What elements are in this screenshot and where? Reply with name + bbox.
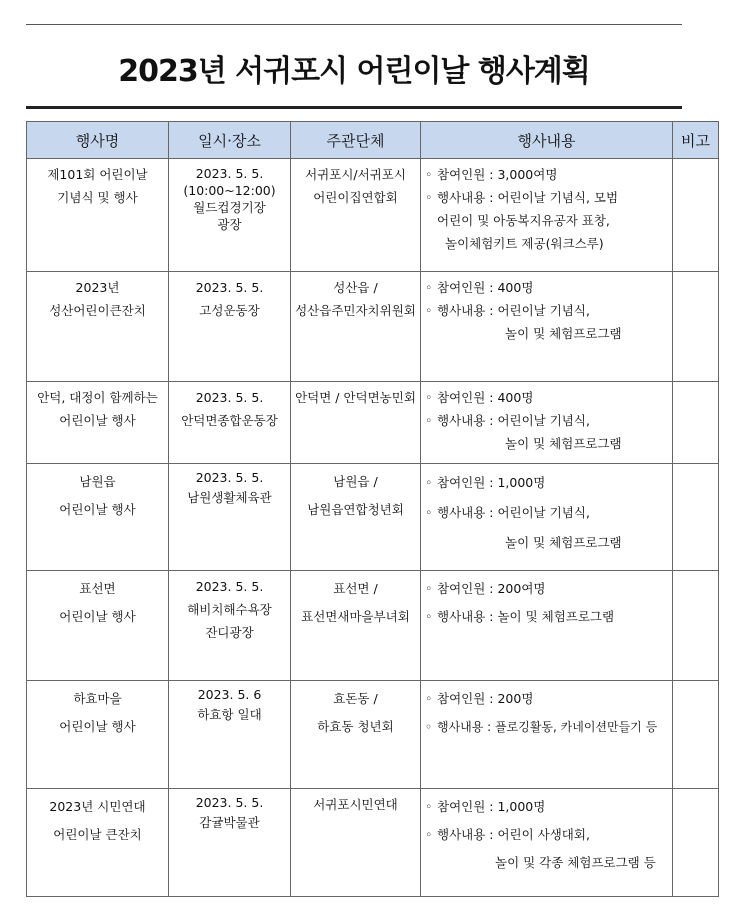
participants-text: 참여인원 : 200여명: [437, 581, 546, 596]
note-cell: [673, 272, 719, 382]
note-cell: [673, 159, 719, 272]
datetime-line: 해비치해수욕장: [187, 602, 272, 617]
datetime-cell: [169, 571, 291, 681]
event-name-line: 제101회 어린이날: [47, 167, 148, 182]
bullet-marker: ◦: [425, 720, 433, 734]
organizer-line: 표선면새마을부녀회: [301, 609, 410, 624]
organizer-line: 효돈동 /: [333, 691, 378, 706]
note-cell: [673, 382, 719, 464]
organizer-line: 성산읍 /: [333, 280, 378, 295]
bullet-marker: ◦: [425, 413, 433, 428]
page-title: 2023년 서귀포시 어린이날 행사계획: [118, 54, 590, 89]
bullet-marker: ◦: [425, 190, 433, 205]
datetime-line: 고성운동장: [199, 303, 260, 318]
bullet-marker: ◦: [425, 303, 433, 318]
datetime-cell: [169, 272, 291, 382]
details-text: 행사내용 : 플로깅활동, 카네이션만들기 등: [437, 720, 658, 734]
event-name-cell: [27, 272, 169, 382]
header-content: 행사내용: [421, 122, 673, 159]
organizer-line: 서귀포시민연대: [313, 797, 398, 812]
organizer-cell: [291, 464, 421, 571]
details-item: [425, 603, 670, 631]
participants-item: [425, 468, 670, 498]
datetime-line: 월드컵경기장: [193, 200, 266, 215]
bullet-marker: ◦: [425, 581, 433, 596]
details-text: 행사내용 : 놀이 및 체험프로그램: [437, 609, 615, 624]
details-continuation: 어린이 및 아동복지유공자 표창,: [437, 213, 610, 228]
details-text: 행사내용 : 어린이날 기념식,: [437, 505, 590, 520]
participants-text: 참여인원 : 200명: [437, 691, 534, 706]
organizer-line: 표선면 /: [333, 581, 378, 596]
datetime-line: 2023. 5. 5.: [195, 470, 264, 485]
participants-text: 참여인원 : 400명: [437, 280, 534, 295]
event-name-cell: [27, 789, 169, 897]
table-row: [27, 382, 719, 464]
header-organizer: 주관단체: [291, 122, 421, 159]
datetime-cell: [169, 464, 291, 571]
details-item: [425, 299, 670, 322]
event-name-line: 2023년 시민연대: [49, 799, 146, 814]
event-name-line: 남원읍: [79, 474, 116, 489]
bullet-marker: ◦: [425, 609, 433, 624]
datetime-cell: [169, 789, 291, 897]
organizer-line: 남원읍 /: [333, 474, 378, 489]
organizer-cell: [291, 159, 421, 272]
organizer-cell: [291, 382, 421, 464]
organizer-line: 서귀포시/서귀포시: [305, 167, 406, 182]
participants-text: 참여인원 : 3,000여명: [437, 167, 558, 182]
content-cell: [421, 789, 673, 897]
event-name-cell: [27, 382, 169, 464]
event-name-cell: [27, 571, 169, 681]
details-continuation: 놀이체험키트 제공(워크스루): [445, 236, 604, 251]
details-continuation: 놀이 및 체험프로그램: [505, 535, 622, 550]
content-cell: [421, 272, 673, 382]
event-name-line: 안덕, 대정이 함께하는: [37, 390, 158, 405]
organizer-cell: [291, 681, 421, 789]
content-cell: [421, 382, 673, 464]
event-name-line: 어린이날 행사: [59, 609, 136, 624]
datetime-cell: [169, 382, 291, 464]
datetime-line: 2023. 5. 5.: [195, 166, 264, 181]
participants-item: [425, 793, 670, 821]
bullet-marker: ◦: [425, 167, 433, 182]
table-row: [27, 789, 719, 897]
event-name-line: 표선면: [79, 581, 116, 596]
details-text: 행사내용 : 어린이날 기념식,: [437, 303, 590, 318]
details-text: 행사내용 : 어린이날 기념식, 모범: [437, 190, 619, 205]
datetime-line: 안덕면종합운동장: [181, 413, 278, 428]
details-continuation: 놀이 및 각종 체험프로그램 등: [495, 855, 656, 870]
participants-text: 참여인원 : 1,000명: [437, 799, 546, 814]
bullet-marker: ◦: [425, 505, 433, 520]
details-item: [425, 498, 670, 528]
organizer-line: 남원읍연합청년회: [307, 502, 404, 517]
event-name-cell: [27, 464, 169, 571]
bullet-marker: ◦: [425, 475, 433, 490]
table-row: [27, 681, 719, 789]
event-name-line: 어린이날 행사: [59, 719, 136, 734]
organizer-line: 어린이집연합회: [313, 190, 398, 205]
details-text: 행사내용 : 어린이날 기념식,: [437, 413, 590, 428]
bullet-marker: ◦: [425, 799, 433, 814]
content-cell: [421, 571, 673, 681]
table-row: [27, 272, 719, 382]
note-cell: [673, 571, 719, 681]
datetime-line: 2023. 5. 5.: [195, 390, 264, 405]
title-rule: [26, 106, 682, 109]
event-name-line: 하효마을: [73, 691, 122, 706]
header-datetime-place: 일시·장소: [169, 122, 291, 159]
content-cell: [421, 464, 673, 571]
datetime-line: 2023. 5. 5.: [195, 795, 264, 810]
header-event-name: 행사명: [27, 122, 169, 159]
event-name-line: 2023년: [75, 280, 120, 295]
datetime-line: 2023. 5. 5.: [195, 579, 264, 594]
participants-text: 참여인원 : 1,000명: [437, 475, 546, 490]
table-row: [27, 159, 719, 272]
datetime-line: 2023. 5. 6: [197, 687, 262, 702]
organizer-cell: [291, 571, 421, 681]
details-item: [425, 186, 670, 209]
datetime-cell: [169, 159, 291, 272]
participants-item: [425, 276, 670, 299]
event-name-line: 성산어린이큰잔치: [49, 303, 146, 318]
participants-text: 참여인원 : 400명: [437, 390, 534, 405]
top-rule: [26, 24, 682, 25]
event-name-line: 어린이날 행사: [59, 502, 136, 517]
datetime-cell: [169, 681, 291, 789]
datetime-line: 하효항 일대: [197, 707, 262, 722]
participants-item: [425, 386, 670, 409]
details-text: 행사내용 : 어린이 사생대회,: [437, 827, 590, 842]
organizer-cell: [291, 272, 421, 382]
details-item: [425, 409, 670, 432]
datetime-line: 잔디광장: [205, 625, 254, 640]
organizer-line: 하효동 청년회: [317, 719, 394, 734]
bullet-marker: ◦: [425, 827, 433, 842]
event-name-line: 어린이날 행사: [59, 413, 136, 428]
bullet-marker: ◦: [425, 280, 433, 295]
bullet-marker: ◦: [425, 691, 433, 706]
event-name-cell: [27, 681, 169, 789]
table-row: [27, 571, 719, 681]
details-continuation: 놀이 및 체험프로그램: [505, 436, 622, 451]
event-plan-table: [26, 121, 719, 897]
event-name-cell: [27, 159, 169, 272]
datetime-line: (10:00~12:00): [183, 183, 276, 198]
note-cell: [673, 464, 719, 571]
details-item: [425, 713, 670, 741]
participants-item: [425, 685, 670, 713]
datetime-line: 광장: [217, 217, 242, 232]
participants-item: [425, 575, 670, 603]
details-continuation: 놀이 및 체험프로그램: [505, 326, 622, 341]
participants-item: [425, 163, 670, 186]
organizer-cell: [291, 789, 421, 897]
bullet-marker: ◦: [425, 390, 433, 405]
content-cell: [421, 681, 673, 789]
note-cell: [673, 789, 719, 897]
organizer-line: 안덕면 / 안덕면농민회: [295, 390, 416, 405]
details-item: [425, 821, 670, 849]
header-note: 비고: [673, 122, 719, 159]
event-name-line: 어린이날 큰잔치: [53, 827, 142, 842]
datetime-line: 감귤박물관: [199, 815, 260, 830]
table-row: [27, 464, 719, 571]
content-cell: [421, 159, 673, 272]
note-cell: [673, 681, 719, 789]
event-name-line: 기념식 및 행사: [57, 190, 138, 205]
datetime-line: 남원생활체육관: [187, 490, 272, 505]
datetime-line: 2023. 5. 5.: [195, 280, 264, 295]
organizer-line: 성산읍주민자치위원회: [295, 303, 416, 318]
table-header-row: [27, 122, 719, 159]
